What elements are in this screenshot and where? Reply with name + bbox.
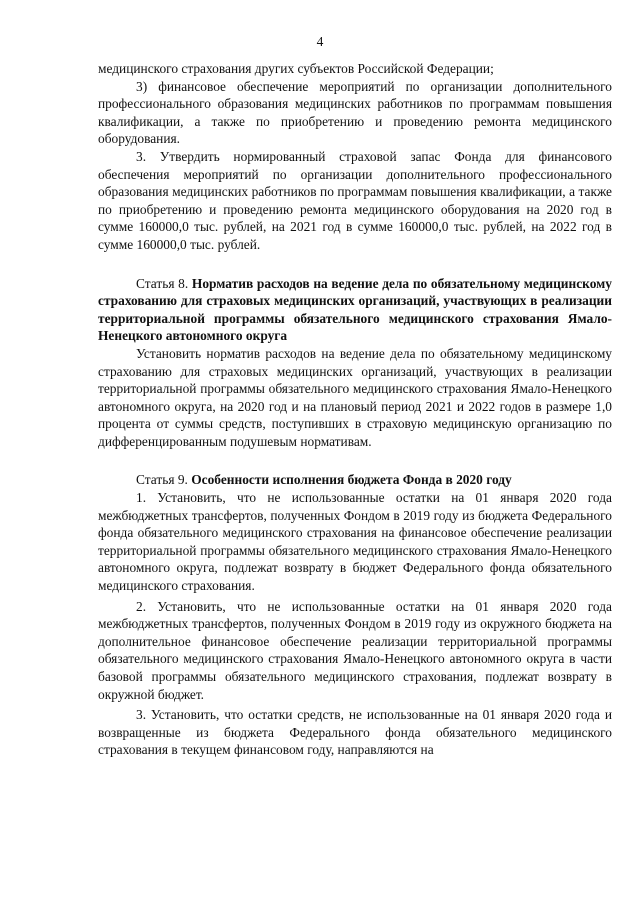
article-8-prefix: Статья 8. bbox=[136, 275, 189, 291]
paragraph-continuation: медицинского страхования других субъектов Российской Федерации; bbox=[98, 61, 494, 76]
article-9-paragraph-3: 3. Установить, что остатки средств, не использованные на 01 января 2020 года и возвращенные из бюджета Федерального фонда обязательного медицинского страхования в текущем финансовом году, направляются на bbox=[98, 707, 612, 758]
page-number: 4 bbox=[316, 34, 324, 49]
article-9-prefix: Статья 9. bbox=[136, 472, 188, 488]
article-9-paragraph-1: 1. Установить, что не использованные остатки на 01 января 2020 года межбюджетных трансфертов, полученных Фондом в 2019 году из бюджета Федерального фонда обязательного медицинского страхования на финансовое обеспечение реализации территориальной программы обязательного медицинского страхования Ямало-Ненецкого автономного округа, подлежат возврату в бюджет Федерального фонда обязательного медицинского страхования. bbox=[98, 490, 612, 594]
paragraph-reserve: 3. Утвердить нормированный страховой запас Фонда для финансового обеспечения мероприятий по организации дополнительного профессионального образования медицинских работников по программам повышения квалификации, а также по приобретению и проведению ремонта медицинского оборудования на 2020 год в сумме 160000,0 тыс. рублей, на 2021 год в сумме 160000,0 тыс. рублей, на 2022 год в сумме 160000,0 тыс. рублей. bbox=[98, 148, 612, 252]
article-8-paragraph: Установить норматив расходов на ведение дела по обязательному медицинскому страхованию для страховых медицинских организаций, участвующих в реализации территориальной программы обязательного медицинского страхования Ямало-Ненецкого автономного округа, на 2020 год и на плановый период 2021 и 2022 годов в размере 1,0 процента от суммы средств, поступивших в страховую медицинскую организацию по дифференцированным подушевым нормативам. bbox=[98, 345, 612, 449]
article-9-heading bbox=[98, 471, 612, 489]
article-9-title: Особенности исполнения бюджета Фонда в 2020 году bbox=[191, 472, 512, 488]
article-8-title: Норматив расходов на ведение дела по обязательному медицинскому страхованию для страховых медицинских организаций, участвующих в реализации территориальной программы обязательного медицинского страхования Ямало-Ненецкого автономного округа bbox=[98, 275, 612, 344]
article-9-paragraph-2: 2. Установить, что не использованные остатки на 01 января 2020 года межбюджетных трансфертов, полученных Фондом в 2019 году из окружного бюджета на дополнительное финансовое обеспечение реализации территориальной программы обязательного медицинского страхования Ямало-Ненецкого автономного округа в части базовой программы обязательного медицинского страхования, подлежат возврату в окружной бюджет. bbox=[98, 598, 612, 702]
document-body bbox=[98, 60, 612, 759]
paragraph-item-3: 3) финансовое обеспечение мероприятий по организации дополнительного профессионального образования медицинских работников по программам повышения квалификации, а также по приобретению и проведению ремонта медицинского оборудования. bbox=[98, 78, 612, 147]
article-8-heading bbox=[98, 275, 612, 345]
